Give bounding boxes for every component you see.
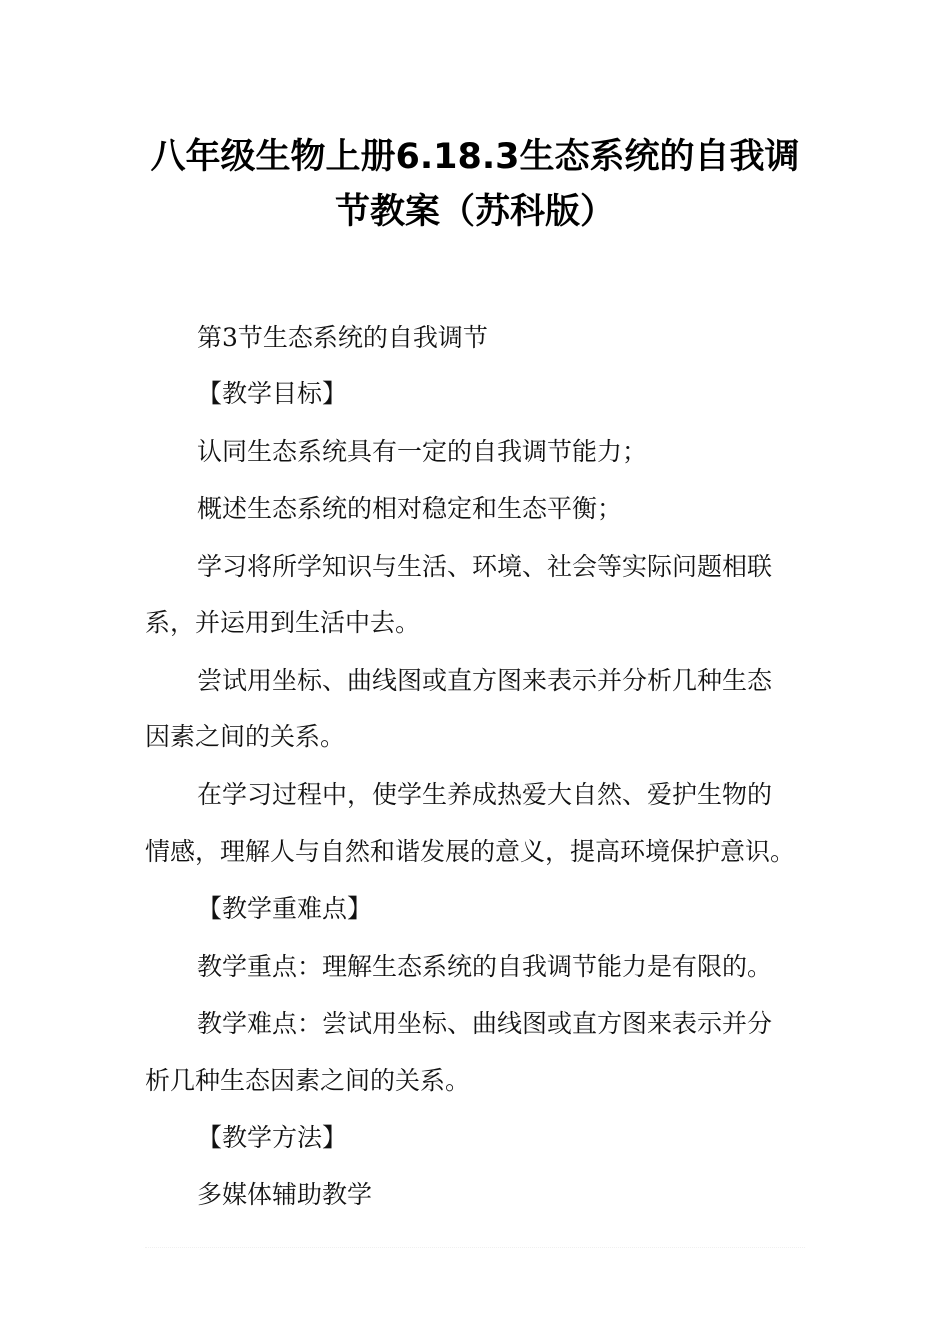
key-point: 教学重点：理解生态系统的自我调节能力是有限的。 bbox=[197, 952, 773, 981]
section-title: 第3节生态系统的自我调节 bbox=[197, 323, 488, 352]
objective-3-line-1: 学习将所学知识与生活、环境、社会等实际问题相联 bbox=[197, 552, 773, 581]
difficult-point-line-2: 析几种生态因素之间的关系。 bbox=[145, 1066, 471, 1095]
objective-5-line-2: 情感，理解人与自然和谐发展的意义，提高环境保护意识。 bbox=[145, 837, 796, 866]
objective-2: 概述生态系统的相对稳定和生态平衡； bbox=[197, 494, 623, 523]
document-title-line-1: 八年级生物上册6.18.3生态系统的自我调 bbox=[150, 137, 800, 177]
objective-4-line-2: 因素之间的关系。 bbox=[145, 722, 346, 751]
teaching-method: 多媒体辅助教学 bbox=[197, 1180, 373, 1209]
objective-5-line-1: 在学习过程中，使学生养成热爱大自然、爱护生物的 bbox=[197, 780, 773, 809]
heading-key-difficult-points: 【教学重难点】 bbox=[197, 894, 373, 923]
heading-teaching-methods: 【教学方法】 bbox=[197, 1123, 348, 1152]
document-title-line-2: 节教案（苏科版） bbox=[334, 192, 615, 232]
objective-3-line-2: 系，并运用到生活中去。 bbox=[145, 608, 421, 637]
page-footer-divider bbox=[145, 1247, 805, 1248]
heading-teaching-objectives: 【教学目标】 bbox=[197, 379, 348, 408]
objective-4-line-1: 尝试用坐标、曲线图或直方图来表示并分析几种生态 bbox=[197, 666, 773, 695]
objective-1: 认同生态系统具有一定的自我调节能力； bbox=[197, 437, 648, 466]
difficult-point-line-1: 教学难点：尝试用坐标、曲线图或直方图来表示并分 bbox=[197, 1009, 773, 1038]
